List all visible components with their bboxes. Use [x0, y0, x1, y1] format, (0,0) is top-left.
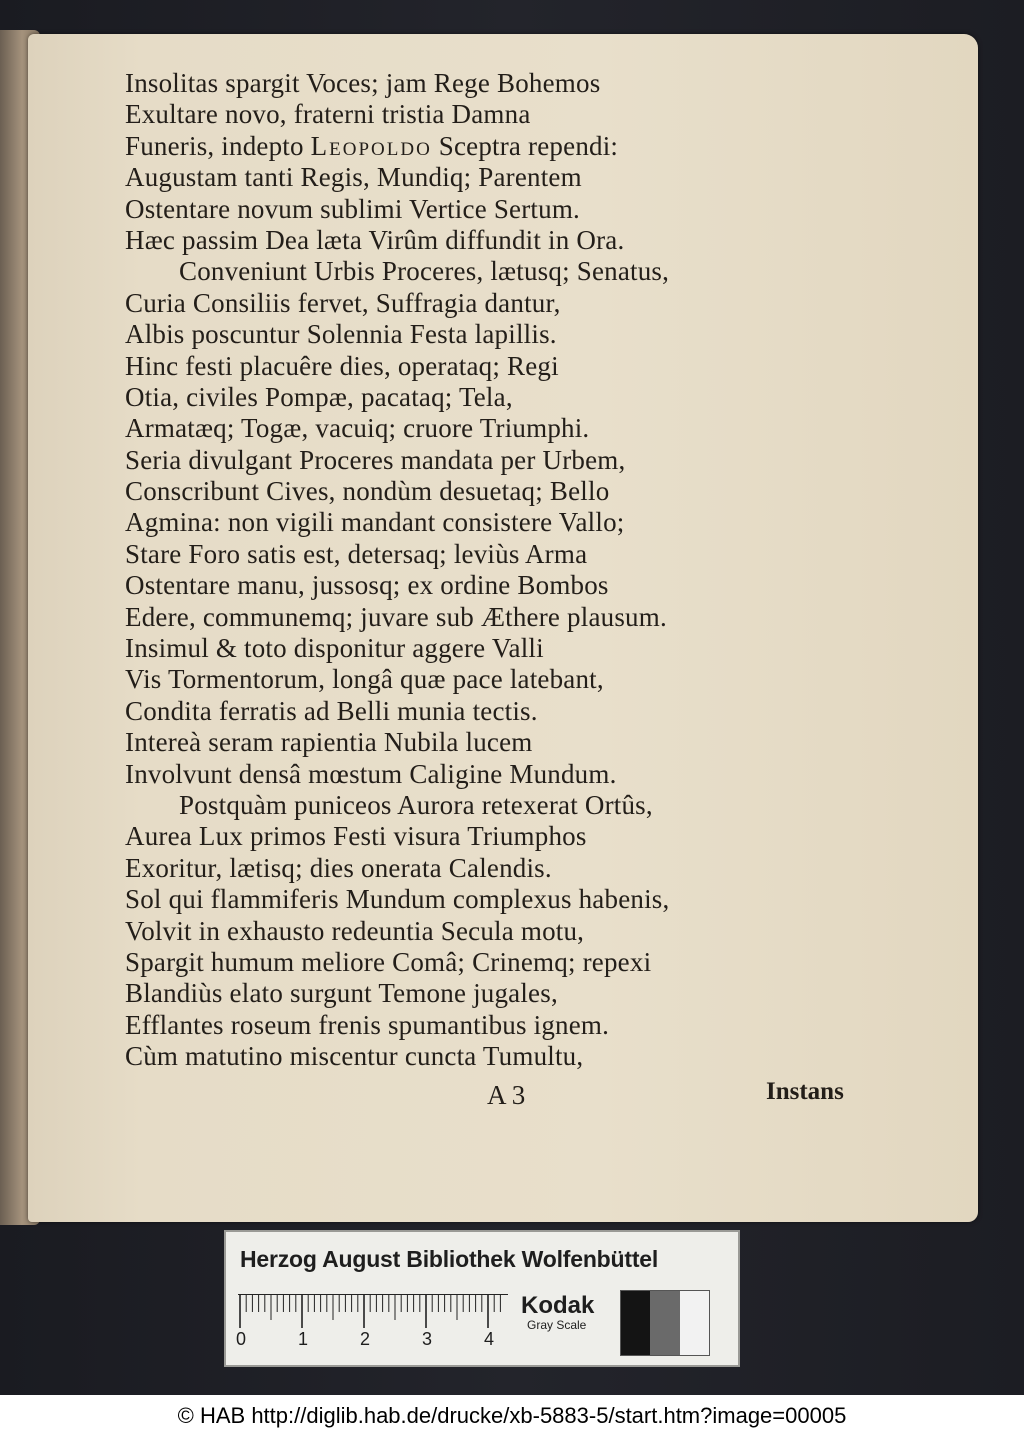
ruler-number: 0	[236, 1329, 247, 1349]
poem-line: Stare Foro satis est, detersaq; leviùs Arma	[125, 538, 588, 569]
ruler-number: 4	[484, 1329, 495, 1349]
poem-line: Ostentare novum sublimi Vertice Sertum.	[125, 193, 580, 224]
gray-scale-label: Gray Scale	[527, 1318, 587, 1332]
ruler-number: 3	[422, 1329, 433, 1349]
poem-line: Condita ferratis ad Belli munia tectis.	[125, 695, 538, 726]
poem-line: Exultare novo, fraterni tristia Damna	[125, 99, 531, 130]
poem-line: Augustam tanti Regis, Mundiq; Parentem	[125, 162, 582, 193]
show-through-text	[760, 60, 990, 1110]
poem-line: Blandiùs elato surgunt Temone jugales,	[125, 978, 558, 1009]
poem-line: Curia Consiliis fervet, Suffragia dantur,	[125, 287, 561, 318]
poem-line: Cùm matutino miscentur cuncta Tumultu,	[125, 1041, 584, 1072]
signature-mark: A 3	[487, 1080, 526, 1110]
small-caps-name: Leopoldo	[310, 130, 432, 161]
poem-line: Armatæq; Togæ, vacuiq; cruore Triumphi.	[125, 413, 590, 444]
poem-line: Hæc passim Dea læta Virûm diffundit in Ora.	[125, 224, 625, 255]
kodak-logo: Kodak	[521, 1292, 595, 1319]
poem-line: Exoritur, lætisq; dies onerata Calendis.	[125, 852, 552, 883]
poem-line: Agmina: non vigili mandant consistere Vallo;	[125, 507, 625, 538]
ruler-number: 2	[360, 1329, 371, 1349]
gray-swatch	[621, 1291, 650, 1355]
poem-line: Intereà seram rapientia Nubila lucem	[125, 727, 533, 758]
library-name: Herzog August Bibliothek Wolfenbüttel	[240, 1246, 659, 1272]
ruler-scale	[238, 1294, 508, 1330]
copyright-footer: © HAB http://diglib.hab.de/drucke/xb-5883-5/start.htm?image=00005	[0, 1395, 1024, 1437]
gray-swatches	[620, 1290, 710, 1356]
gray-swatch	[650, 1291, 679, 1355]
poem-line: Aurea Lux primos Festi visura Triumphos	[125, 821, 587, 852]
poem-line: Conscribunt Cives, nondùm desuetaq; Bello	[125, 476, 610, 507]
poem-line: Spargit humum meliore Comâ; Crinemq; repexi	[125, 946, 652, 977]
poem-line: Funeris, indepto Leopoldo Sceptra rependi:	[125, 130, 619, 161]
poem-line: Involvunt densâ mœstum Caligine Mundum.	[125, 758, 617, 789]
poem-line: Postquàm puniceos Aurora retexerat Ortûs,	[179, 789, 653, 820]
poem-line: Ostentare manu, jussosq; ex ordine Bombos	[125, 570, 609, 601]
color-calibration-card	[224, 1230, 740, 1367]
poem-line: Edere, communemq; juvare sub Æthere plausum.	[125, 601, 667, 632]
poem-line: Seria divulgant Proceres mandata per Urbem,	[125, 444, 626, 475]
poem-text	[125, 68, 765, 1073]
poem-line: Insimul & toto disponitur aggere Valli	[125, 633, 544, 664]
poem-line: Efflantes roseum frenis spumantibus ignem.	[125, 1009, 610, 1040]
poem-line: Vis Tormentorum, longâ quæ pace latebant,	[125, 664, 604, 695]
poem-line: Albis poscuntur Solennia Festa lapillis.	[125, 319, 557, 350]
poem-line: Insolitas spargit Voces; jam Rege Bohemos	[125, 68, 601, 98]
poem-line: Volvit in exhausto redeuntia Secula motu,	[125, 915, 585, 946]
poem-line: Conveniunt Urbis Proceres, lætusq; Senatus,	[179, 256, 670, 287]
ruler-number: 1	[298, 1329, 309, 1349]
poem-line: Sol qui flammiferis Mundum complexus habenis,	[125, 884, 670, 915]
poem-line: Hinc festi placuêre dies, operataq; Regi	[125, 350, 559, 381]
poem-line: Otia, civiles Pompæ, pacataq; Tela,	[125, 381, 513, 412]
catchword: Instans	[766, 1078, 844, 1105]
gray-swatch	[680, 1291, 709, 1355]
